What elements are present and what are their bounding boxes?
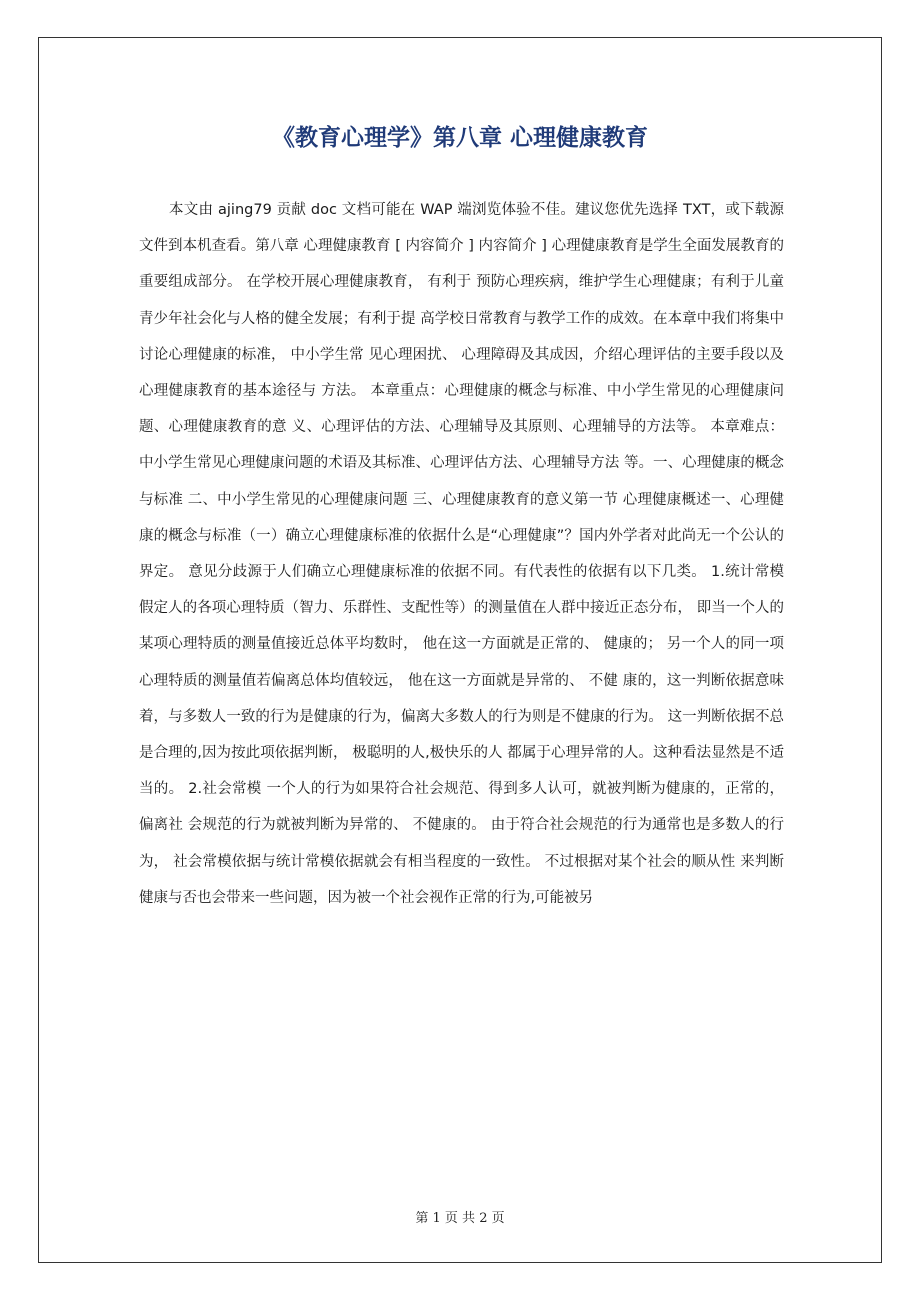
page-indicator: 第 1 页 共 2 页 <box>415 1211 505 1226</box>
document-body-paragraph: 本文由 ajing79 贡献 doc 文档可能在 WAP 端浏览体验不佳。建议您优先选择 TXT，或下载源文件到本机查看。第八章 心理健康教育 [ 内容简介 ] 内容简介 ] 心理健康教育是学生全面发展教育的重要组成部分。 在学校开展心理健康教育， 有利于 预防心理疾病，维护学生心理健康；有利于儿童青少年社会化与人格的健全发展；有利于提 高学校日常教育与教学工作的成效。在本章中我们将集中讨论心理健康的标准， 中小学生常 见心理困扰、 心理障碍及其成因，介绍心理评估的主要手段以及心理健康教育的基本途径与 方法。 本章重点：心理健康的概念与标准、中小学生常见的心理健康问题、心理健康教育的意 义、心理评估的方法、心理辅导及其原则、心理辅导的方法等。 本章难点：中小学生常见心理健康问题的术语及其标准、心理评估方法、心理辅导方法 等。一、心理健康的概念与标准 二、中小学生常见的心理健康问题 三、心理健康教育的意义第一节 心理健康概述一、心理健康的概念与标准（一）确立心理健康标准的依据什么是“心理健康”？国内外学者对此尚无一个公认的界定。 意见分歧源于人们确立心理健康标准的依据不同。有代表性的依据有以下几类。 1.统计常模 假定人的各项心理特质（智力、乐群性、支配性等）的测量值在人群中接近正态分布， 即当一个人的某项心理特质的测量值接近总体平均数时， 他在这一方面就是正常的、 健康的； 另一个人的同一项心理特质的测量值若偏离总体均值较远， 他在这一方面就是异常的、 不健 康的，这一判断依据意味着，与多数人一致的行为是健康的行为，偏离大多数人的行为则是不健康的行为。 这一判断依据不总是合理的,因为按此项依据判断， 极聪明的人,极快乐的人 都属于心理异常的人。这种看法显然是不适当的。 2.社会常模 一个人的行为如果符合社会规范、得到多人认可，就被判断为健康的，正常的，偏离社 会规范的行为就被判断为异常的、 不健康的。 由于符合社会规范的行为通常也是多数人的行 为， 社会常模依据与统计常模依据就会有相当程度的一致性。 不过根据对某个社会的顺从性 来判断健康与否也会带来一些问题，因为被一个社会视作正常的行为,可能被另 <box>139 202 784 906</box>
document-title: 《教育心理学》第八章 心理健康教育 <box>271 125 648 151</box>
